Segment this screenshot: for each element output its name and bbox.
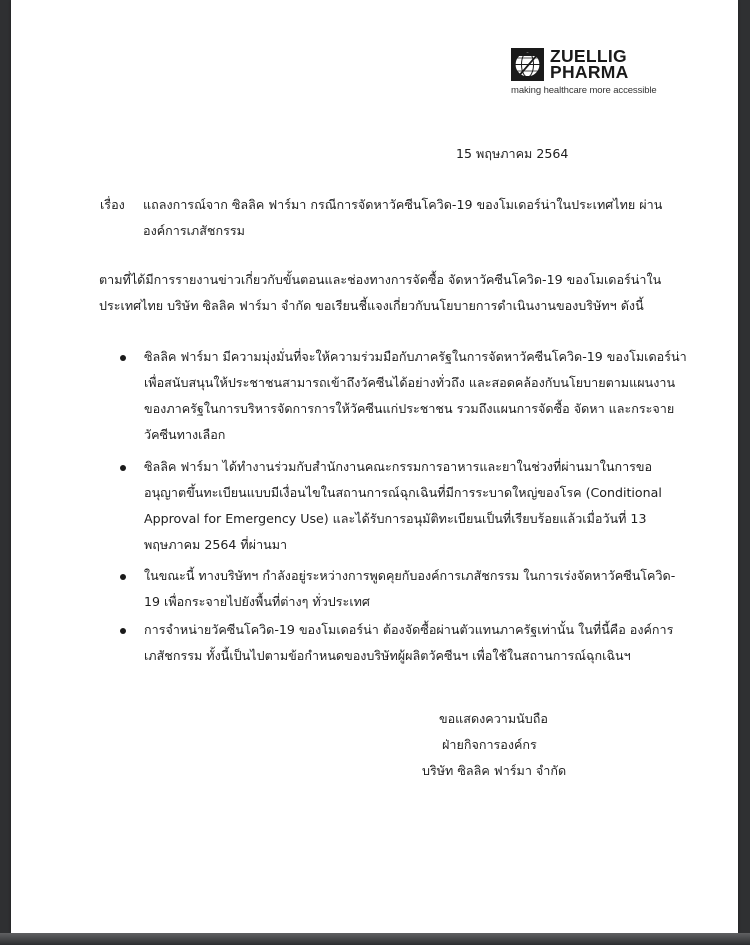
subject-label: เรื่อง	[100, 197, 125, 212]
letter-date: 15 พฤษภาคม 2564	[456, 146, 569, 161]
globe-logo-icon	[511, 48, 544, 81]
page-edge-shadow	[0, 933, 750, 945]
bullet-line: เภสัชกรรม ทั้งนี้เป็นไปตามข้อกำหนดของบริษัทผู้ผลิตวัคซีนฯ เพื่อใช้ในสถานการณ์ฉุกเฉินฯ	[144, 648, 631, 663]
subject-line: องค์การเภสัชกรรม	[143, 223, 245, 238]
company-name-line1: ZUELLIG	[550, 46, 627, 66]
company-name-line2: PHARMA	[550, 62, 629, 82]
bullet-line: Approval for Emergency Use) และได้รับการอนุมัติทะเบียนเป็นที่เรียบร้อยแล้วเมื่อวันที่ 13	[144, 511, 647, 526]
bullet-line: เพื่อสนับสนุนให้ประชาชนสามารถเข้าถึงวัคซีนได้อย่างทั่วถึง และสอดคล้องกับนโยบายตามแผนงาน	[144, 375, 676, 390]
company-tagline: making healthcare more accessible	[511, 85, 657, 96]
bullet-dot-icon	[120, 355, 126, 361]
subject-line: แถลงการณ์จาก ซิลลิค ฟาร์มา กรณีการจัดหาวัคซีนโควิด-19 ของโมเดอร์น่าในประเทศไทย ผ่าน	[143, 197, 663, 212]
bullet-line: วัคซีนทางเลือก	[144, 427, 226, 442]
bullet-line: พฤษภาคม 2564 ที่ผ่านมา	[144, 537, 288, 552]
bullet-line: อนุญาตขึ้นทะเบียนแบบมีเงื่อนไขในสถานการณ์ฉุกเฉินที่มีการระบาดใหญ่ของโรค (Conditional	[144, 485, 662, 500]
bullet-dot-icon	[120, 628, 126, 634]
bullet-line: ในขณะนี้ ทางบริษัทฯ กำลังอยู่ระหว่างการพูดคุยกับองค์การเภสัชกรรม ในการเร่งจัดหาวัคซีนโควิด-	[144, 568, 676, 583]
closing-department: ฝ่ายกิจการองค์กร	[442, 737, 537, 752]
bullet-line: ซิลลิค ฟาร์มา มีความมุ่งมั่นที่จะให้ความร่วมมือกับภาครัฐในการจัดหาวัคซีนโควิด-19 ของโมเดอร์น่า	[144, 349, 687, 364]
intro-line: ตามที่ได้มีการรายงานข่าวเกี่ยวกับขั้นตอนและช่องทางการจัดซื้อ จัดหาวัคซีนโควิด-19 ของโมเดอร์น่าใน	[99, 272, 662, 287]
bullet-dot-icon	[120, 574, 126, 580]
bullet-line: การจำหน่ายวัคซีนโควิด-19 ของโมเดอร์น่า ต้องจัดซื้อผ่านตัวแทนภาครัฐเท่านั้น ในที่นี้คือ องค์การ	[144, 622, 674, 637]
closing-company: บริษัท ซิลลิค ฟาร์มา จำกัด	[422, 763, 567, 778]
company-logo	[499, 48, 659, 100]
bullet-line: ซิลลิค ฟาร์มา ได้ทำงานร่วมกับสำนักงานคณะกรรมการอาหารและยาในช่วงที่ผ่านมาในการขอ	[144, 459, 653, 474]
closing-regards: ขอแสดงความนับถือ	[439, 711, 548, 726]
bullet-line: ของภาครัฐในการบริหารจัดการการให้วัคซีนแก่ประชาชน รวมถึงแผนการจัดซื้อ จัดหา และกระจาย	[144, 401, 675, 416]
intro-line: ประเทศไทย บริษัท ซิลลิค ฟาร์มา จำกัด ขอเรียนชี้แจงเกี่ยวกับนโยบายการดำเนินงานของบริษัทฯ ดังนี้	[99, 298, 644, 313]
letter-page	[11, 0, 738, 933]
bullet-dot-icon	[120, 465, 126, 471]
bullet-line: 19 เพื่อกระจายไปยังพื้นที่ต่างๆ ทั่วประเทศ	[144, 594, 370, 609]
